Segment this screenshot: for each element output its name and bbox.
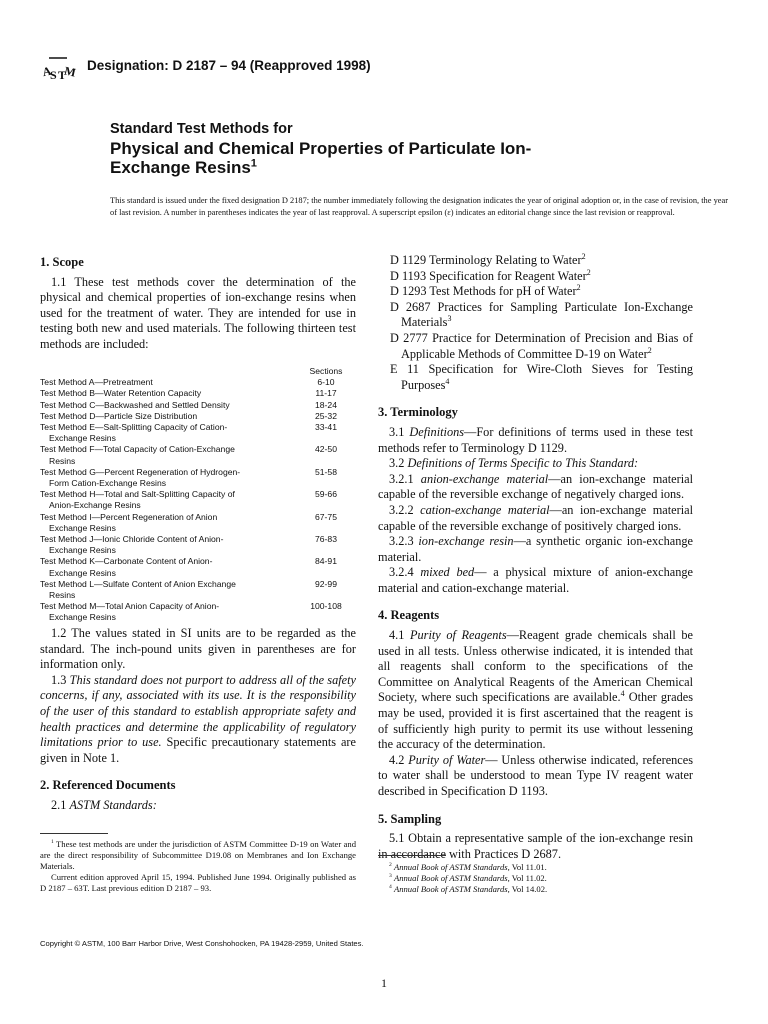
para-2-1 xyxy=(40,798,356,814)
test-method-title: Test Method D—Particle Size Distribution xyxy=(40,410,198,421)
reference-footnote-mark: 2 xyxy=(586,267,591,277)
para-4-2-num: 4.2 xyxy=(389,752,409,767)
test-method-name xyxy=(40,512,260,534)
left-footnote-rule xyxy=(40,833,108,834)
test-method-title: Test Method I—Percent Regeneration of Anion xyxy=(40,511,218,522)
left-column-lower xyxy=(40,626,356,814)
test-method-row xyxy=(40,400,352,411)
test-method-row xyxy=(40,388,352,399)
test-method-name xyxy=(40,422,260,444)
test-method-sections: 59-66 xyxy=(315,489,337,500)
test-method-name xyxy=(40,388,260,399)
sections-header: Sections xyxy=(309,366,343,376)
para-4-1-italic: Purity of Reagents xyxy=(410,628,507,643)
terminology-heading: 3. Terminology xyxy=(378,405,458,420)
para-3-1-italic: Definitions xyxy=(409,424,465,439)
copyright-footer: Copyright © ASTM, 100 Barr Harbor Drive, West Conshohocken, PA 19428-2959, United States. xyxy=(40,939,364,948)
right-footnotes xyxy=(378,862,694,895)
test-method-sections: 76-83 xyxy=(315,534,337,545)
para-1-3 xyxy=(40,673,356,767)
para-2-1-italic: ASTM Standards: xyxy=(69,797,157,812)
test-method-title: Test Method G—Percent Regeneration of Hydrogen- xyxy=(40,466,241,477)
footnote-rest: , Vol 14.02. xyxy=(507,884,548,894)
para-4-1-rest-b: Other grades may be used, provided it is first ascertained that the reagent is of sufficiently high purity to permit its use without lessening the accuracy of the determination. xyxy=(378,690,693,752)
test-method-row xyxy=(40,422,352,444)
para-3-2-1-rest: —an ion-exchange material capable of the reversible exchange of negatively charged ions. xyxy=(378,471,694,502)
test-method-name xyxy=(40,489,260,511)
footnote-rest: , Vol 11.01. xyxy=(507,862,547,872)
test-method-title: Test Method B—Water Retention Capacity xyxy=(40,388,202,399)
footnote-1b: Current edition approved April 15, 1994. Published June 1994. Originally published as D 2187 – 63T. Last previous edition D 2187 – 93. xyxy=(40,872,356,893)
test-method-row xyxy=(40,534,352,556)
reference-item xyxy=(390,362,693,393)
test-method-title: Test Method H—Total and Salt-Splitting Capacity of xyxy=(40,489,235,500)
footnote-item xyxy=(378,884,694,895)
title-footnote-mark: 1 xyxy=(250,157,257,170)
test-method-title-cont: Form Cation-Exchange Resins xyxy=(49,478,167,489)
test-method-title: Test Method K—Carbonate Content of Anion- xyxy=(40,556,213,567)
test-method-sections: 11-17 xyxy=(315,388,337,399)
para-3-1-num: 3.1 xyxy=(389,424,410,439)
test-method-title-cont: Exchange Resins xyxy=(49,522,116,533)
para-3-2-3-italic: ion-exchange resin xyxy=(418,534,514,549)
test-method-title-cont: Resins xyxy=(49,590,76,601)
test-method-title: Test Method J—Ionic Chloride Content of Anion- xyxy=(40,534,224,545)
test-method-title: Test Method E—Salt-Splitting Capacity of Cation- xyxy=(40,422,228,433)
astm-logo xyxy=(38,48,78,88)
test-method-row xyxy=(40,579,352,601)
footnote-item xyxy=(378,873,694,884)
para-3-2-1-num: 3.2.1 xyxy=(389,471,421,486)
para-3-1 xyxy=(378,425,693,456)
para-3-2-3-num: 3.2.3 xyxy=(389,534,419,549)
test-method-title: Test Method F—Total Capacity of Cation-Exchange xyxy=(40,444,235,455)
standard-notice: This standard is issued under the fixed designation D 2187; the number immediately following the designation indicates the year of original adoption or, in the case of revision, the year of last revision. A number in parentheses indicates the year of last reapproval. A superscript epsilon (ε) indicates an editorial change since the last revision or reapproval. xyxy=(110,196,728,217)
test-method-sections: 18-24 xyxy=(315,399,337,410)
astm-logo-icon xyxy=(38,48,78,88)
test-method-name xyxy=(40,377,260,388)
para-3-2-num: 3.2 xyxy=(389,456,408,471)
reagents-heading: 4. Reagents xyxy=(378,608,440,623)
footnote-italic: Annual Book of ASTM Standards xyxy=(393,884,508,894)
footnote-italic: Annual Book of ASTM Standards xyxy=(393,873,508,883)
page-number: 1 xyxy=(381,976,387,990)
test-method-row xyxy=(40,444,352,466)
svg-text:S: S xyxy=(50,68,57,82)
reference-text: D 2687 Practices for Sampling Particulate Ion-Exchange Materials xyxy=(390,299,693,330)
test-method-title-cont: Anion-Exchange Resins xyxy=(49,500,141,511)
reference-item xyxy=(390,269,693,285)
scope-heading: 1. Scope xyxy=(40,255,84,269)
para-3-2-3 xyxy=(378,534,693,565)
test-method-sections: 84-91 xyxy=(315,556,337,567)
refdocs-heading: 2. Referenced Documents xyxy=(40,778,176,793)
reference-item xyxy=(390,284,693,300)
test-method-sections: 100-108 xyxy=(310,601,342,612)
test-method-name xyxy=(40,444,260,466)
page-title xyxy=(110,120,531,177)
para-3-2-4-num: 3.2.4 xyxy=(389,565,421,580)
right-column xyxy=(378,251,694,862)
para-1-2: 1.2 The values stated in SI units are to be regarded as the standard. The inch-pound units given in parentheses are for information only. xyxy=(40,626,356,672)
test-method-title-cont: Exchange Resins xyxy=(49,433,116,444)
table-header-row xyxy=(40,366,352,377)
reference-text: D 1193 Specification for Reagent Water xyxy=(390,268,587,283)
para-1-3-num: 1.3 xyxy=(51,672,70,687)
test-method-title: Test Method M—Total Anion Capacity of Anion- xyxy=(40,601,220,612)
para-2-1-num: 2.1 xyxy=(51,797,70,812)
para-4-1-sup: 4 xyxy=(620,689,625,699)
para-3-2-4 xyxy=(378,565,693,596)
para-3-2-3-rest: —a synthetic organic ion-exchange material. xyxy=(378,534,693,564)
para-3-2-4-italic: mixed bed xyxy=(420,565,475,580)
title-line-3: Exchange Resins xyxy=(110,158,251,177)
test-method-sections: 42-50 xyxy=(315,444,337,455)
para-1-3-italic: This standard does not purport to address all of the safety concerns, if any, associated with its use. It is the responsibility of the user of this standard to establish appropriate safety and health practices and determine the applicability of regulatory limitations prior to use. xyxy=(40,672,356,750)
test-method-row xyxy=(40,512,352,534)
test-method-row xyxy=(40,467,352,489)
test-method-name xyxy=(40,467,260,489)
para-3-2-4-rest: — a physical mixture of anion-exchange material and cation-exchange material. xyxy=(378,565,694,595)
test-method-name xyxy=(40,579,260,601)
test-method-sections: 92-99 xyxy=(315,578,337,589)
reference-text: D 2777 Practice for Determination of Precision and Bias of Applicable Methods of Committee D-19 on Water xyxy=(390,330,693,361)
left-footnotes xyxy=(40,839,356,894)
test-method-row xyxy=(40,377,352,388)
para-4-2-italic: Purity of Water xyxy=(408,752,486,767)
para-3-2-italic: Definitions of Terms Specific to This Standard: xyxy=(407,456,639,471)
right-footnote-rule xyxy=(378,855,446,856)
para-1-3-rest: Specific precautionary statements are given in Note 1. xyxy=(40,735,356,765)
reference-item xyxy=(390,300,693,331)
test-method-title-cont: Exchange Resins xyxy=(49,612,116,623)
title-line-3-wrap xyxy=(110,158,531,177)
test-method-name xyxy=(40,534,260,556)
test-method-row xyxy=(40,556,352,578)
para-4-2-rest: — Unless otherwise indicated, references to water shall be understood to mean Type IV reagent water described in Specification D 1193. xyxy=(378,752,693,798)
para-3-2-2 xyxy=(378,503,693,534)
test-method-sections: 33-41 xyxy=(315,422,337,433)
footnote-mark: 4 xyxy=(389,884,392,891)
para-4-1-rest-a: —Reagent grade chemicals shall be used in all tests. Unless otherwise indicated, it is intended that all reagents shall conform to the specifications of the Committee on Analytical Reagents of the American Chemical Society, where such specifications are available. xyxy=(378,628,693,705)
reference-text: D 1293 Test Methods for pH of Water xyxy=(390,284,577,299)
para-3-2-1 xyxy=(378,472,693,503)
terminology-body xyxy=(378,425,693,862)
footnote-rest: , Vol 11.02. xyxy=(507,873,547,883)
test-method-title-cont: Resins xyxy=(49,455,76,466)
para-3-2-2-rest: —an ion-exchange material capable of the reversible exchange of positively charged ions. xyxy=(378,502,693,533)
para-5-1: 5.1 Obtain a representative sample of the ion-exchange resin in accordance with Practices D 2687. xyxy=(378,831,693,861)
reference-item xyxy=(390,253,693,269)
test-method-title-cont: Exchange Resins xyxy=(49,545,116,556)
para-3-2-2-num: 3.2.2 xyxy=(389,502,421,517)
footnote-item xyxy=(378,862,694,873)
test-method-name xyxy=(40,601,260,623)
test-method-title: Test Method C—Backwashed and Settled Density xyxy=(40,399,230,410)
reference-item xyxy=(390,331,693,362)
left-column xyxy=(40,255,356,353)
test-method-row xyxy=(40,489,352,511)
reference-footnote-mark: 2 xyxy=(581,251,586,261)
footnote-mark: 3 xyxy=(389,873,392,880)
para-3-1-rest: —For definitions of terms used in these test methods refer to Terminology D 1129. xyxy=(378,424,693,455)
test-method-row xyxy=(40,411,352,422)
reference-footnote-mark: 3 xyxy=(447,314,452,324)
svg-text:A: A xyxy=(41,63,53,80)
footnote-1-mark: 1 xyxy=(51,839,54,846)
reference-text: E 11 Specification for Wire-Cloth Sieves for Testing Purposes xyxy=(390,362,693,392)
reference-footnote-mark: 2 xyxy=(576,283,581,293)
para-1-1: 1.1 These test methods cover the determination of the physical and chemical properties of ion-exchange resins when used for the treatment of water. They are intended for use in testing both new and used materials. The following thirteen test methods are included: xyxy=(40,274,356,351)
test-methods-table xyxy=(40,366,352,624)
test-method-name xyxy=(40,400,260,411)
title-line-2: Physical and Chemical Properties of Particulate Ion- xyxy=(110,139,532,158)
test-method-sections: 67-75 xyxy=(315,511,337,522)
test-method-title: Test Method L—Sulfate Content of Anion Exchange xyxy=(40,578,236,589)
footnote-mark: 2 xyxy=(389,862,392,869)
reference-footnote-mark: 2 xyxy=(647,345,652,355)
references-list xyxy=(390,253,693,393)
svg-text:M: M xyxy=(63,63,78,80)
test-method-sections: 25-32 xyxy=(315,410,337,421)
para-4-1-num: 4.1 xyxy=(389,628,410,643)
test-method-sections: 51-58 xyxy=(315,466,337,477)
para-4-2 xyxy=(378,753,693,800)
test-method-name xyxy=(40,411,260,422)
para-3-2 xyxy=(378,456,693,472)
reference-text: D 1129 Terminology Relating to Water xyxy=(390,253,582,267)
test-method-title: Test Method A—Pretreatment xyxy=(40,377,153,388)
test-method-sections: 6-10 xyxy=(317,377,335,388)
sampling-heading: 5. Sampling xyxy=(378,811,442,826)
svg-text:T: T xyxy=(58,68,67,82)
methods-list xyxy=(40,377,352,623)
test-method-title-cont: Exchange Resins xyxy=(49,567,116,578)
footnote-1a xyxy=(40,839,356,872)
para-3-2-2-italic: cation-exchange material xyxy=(420,502,550,517)
test-method-row xyxy=(40,601,352,623)
footnote-italic: Annual Book of ASTM Standards xyxy=(393,862,508,872)
footnote-1a-text: These test methods are under the jurisdiction of ASTM Committee D-19 on Water and are the direct responsibility of Subcommittee D19.08 on Membranes and Ion Exchange Materials. xyxy=(40,839,357,871)
reference-footnote-mark: 4 xyxy=(445,376,450,386)
test-method-name xyxy=(40,556,260,578)
para-3-2-1-italic: anion-exchange material xyxy=(420,471,549,486)
title-line-1: Standard Test Methods for xyxy=(110,121,293,137)
designation: Designation: D 2187 – 94 (Reapproved 1998) xyxy=(87,58,371,73)
para-4-1 xyxy=(378,628,693,753)
